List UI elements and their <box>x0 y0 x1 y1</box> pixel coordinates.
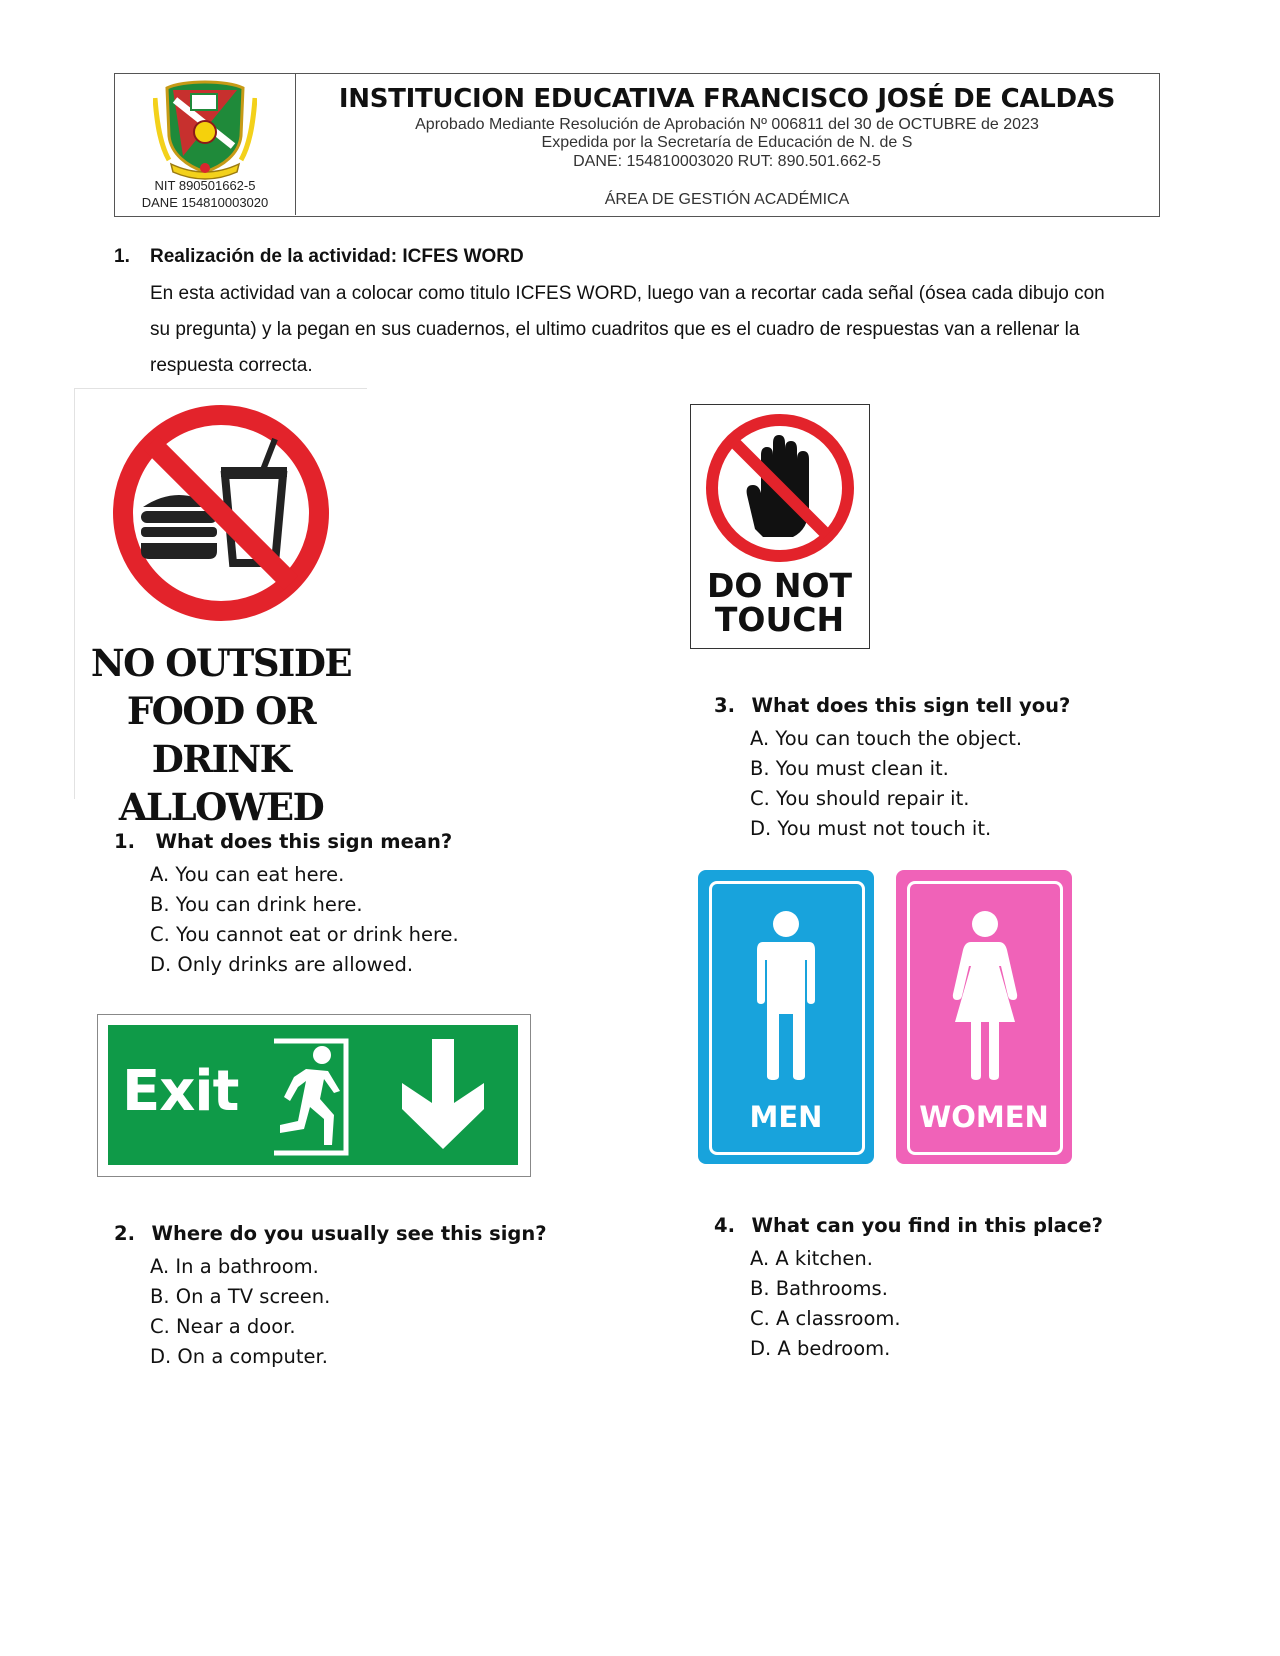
question-2-options <box>150 1252 330 1372</box>
answer-option: A. You can eat here. <box>150 863 345 886</box>
instruction-line: respuesta correcta. <box>150 355 313 376</box>
answer-option: D. A bedroom. <box>750 1337 891 1360</box>
no-touch-hand-icon <box>703 411 857 565</box>
activity-title: Realización de la actividad: ICFES WORD <box>150 246 524 267</box>
question-number: 4. <box>714 1214 735 1237</box>
school-name: INSTITUCION EDUCATIVA FRANCISCO JOSÉ DE CALDAS <box>338 84 1116 114</box>
no-food-sign <box>74 388 367 829</box>
dane-label: DANE 154810003020 <box>141 195 269 210</box>
instruction-line: En esta actividad van a colocar como titulo ICFES WORD, luego van a recortar cada señal (ósea cada dibujo con <box>150 283 1105 304</box>
answer-option: B. You must clean it. <box>750 757 949 780</box>
question-2 <box>114 1222 547 1245</box>
dane-rut-line: DANE: 154810003020 RUT: 890.501.662-5 <box>573 153 881 170</box>
caption-line: ALLOWED <box>118 785 324 829</box>
do-not-touch-sign <box>690 404 870 649</box>
question-text: What does this sign tell you? <box>751 694 1071 717</box>
answer-option: C. You should repair it. <box>750 787 970 810</box>
question-1-options <box>150 860 459 980</box>
answer-option: B. Bathrooms. <box>750 1277 888 1300</box>
exit-sign-panel <box>108 1025 518 1165</box>
activity-number: 1. <box>114 246 130 267</box>
no-food-drink-icon <box>111 403 331 623</box>
men-restroom-sign <box>698 870 874 1164</box>
caption-line: FOOD OR DRINK <box>126 689 316 781</box>
answer-option: C. You cannot eat or drink here. <box>150 923 459 946</box>
approval-line: Aprobado Mediante Resolución de Aprobación Nº 006811 del 30 de OCTUBRE de 2023 <box>415 116 1039 133</box>
issued-by-line: Expedida por la Secretaría de Educación de N. de S <box>541 134 913 151</box>
no-food-caption <box>75 639 367 831</box>
women-label: WOMEN <box>919 1100 1049 1134</box>
answer-option: D. Only drinks are allowed. <box>150 953 414 976</box>
answer-option: C. A classroom. <box>750 1307 901 1330</box>
question-number: 3. <box>714 694 735 717</box>
question-text: What can you find in this place? <box>751 1214 1103 1237</box>
activity-instructions <box>150 276 1210 384</box>
school-crest-logo <box>153 76 257 180</box>
caption-line: TOUCH <box>714 600 845 639</box>
question-4 <box>714 1214 1103 1237</box>
caption-line: DO NOT <box>706 566 853 605</box>
do-not-touch-caption <box>691 566 868 639</box>
answer-option: B. On a TV screen. <box>150 1285 331 1308</box>
question-3 <box>714 694 1070 717</box>
caption-line: NO OUTSIDE <box>90 641 352 685</box>
arrow-down-icon <box>398 1039 488 1151</box>
men-label: MEN <box>749 1100 823 1134</box>
document-header <box>114 73 1160 217</box>
nit-label: NIT 890501662-5 <box>154 178 256 193</box>
question-number: 2. <box>114 1222 135 1245</box>
question-1 <box>114 830 452 853</box>
answer-option: B. You can drink here. <box>150 893 363 916</box>
answer-option: A. In a bathroom. <box>150 1255 319 1278</box>
question-text: Where do you usually see this sign? <box>151 1222 547 1245</box>
answer-option: A. A kitchen. <box>750 1247 873 1270</box>
question-3-options <box>750 724 1022 844</box>
answer-option: C. Near a door. <box>150 1315 296 1338</box>
running-man-icon <box>266 1037 358 1157</box>
answer-option: D. On a computer. <box>150 1345 328 1368</box>
answer-option: A. You can touch the object. <box>750 727 1023 750</box>
logo-cell <box>115 74 296 215</box>
instruction-line: su pregunta) y la pegan en sus cuadernos, el ultimo cuadritos que es el cuadro de respuestas van a rellenar la <box>150 319 1080 340</box>
question-4-options <box>750 1244 901 1364</box>
women-restroom-sign <box>896 870 1072 1164</box>
exit-sign <box>97 1014 531 1177</box>
area-line: ÁREA DE GESTIÓN ACADÉMICA <box>604 191 850 208</box>
man-icon <box>753 910 819 1080</box>
question-number: 1. <box>114 830 135 853</box>
question-text: What does this sign mean? <box>155 830 453 853</box>
woman-icon <box>949 910 1021 1080</box>
answer-option: D. You must not touch it. <box>750 817 992 840</box>
exit-label: Exit <box>122 1059 239 1124</box>
